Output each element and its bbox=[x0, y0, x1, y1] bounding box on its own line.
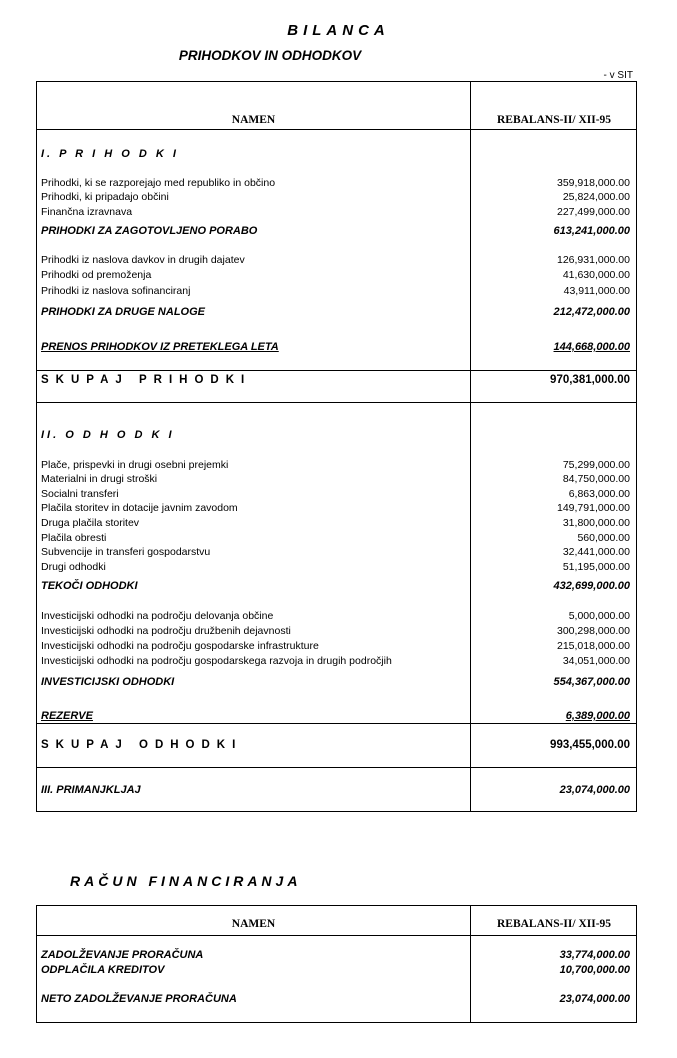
col-header-rebalans: REBALANS-II/ XII-95 bbox=[496, 918, 612, 930]
subtotal-tekoci-odhodki: TEKOČI ODHODKI 432,699,000.00 bbox=[41, 580, 630, 592]
zadolzevanje-row: ZADOLŽEVANJE PRORAČUNA 33,774,000.00 bbox=[41, 949, 630, 961]
table-row: Druga plačila storitev 31,800,000.00 bbox=[41, 517, 630, 529]
col-header-rebalans: REBALANS-II/ XII-95 bbox=[496, 114, 612, 126]
primanjkljaj-row: III. PRIMANJKLJAJ 23,074,000.00 bbox=[41, 784, 630, 796]
table-row: Plačila storitev in dotacije javnim zavodom 149,791,000.00 bbox=[41, 502, 630, 514]
col-header-namen: NAMEN bbox=[231, 114, 276, 126]
odplacila-kreditov-row: ODPLAČILA KREDITOV 10,700,000.00 bbox=[41, 964, 630, 976]
section-prihodki-title: I. P R I H O D K I bbox=[41, 148, 179, 160]
table-row: Prihodki iz naslova sofinanciranj 43,911,000.00 bbox=[41, 285, 630, 297]
prenos-prihodkov-row: PRENOS PRIHODKOV IZ PRETEKLEGA LETA 144,668,000.00 bbox=[41, 341, 630, 353]
table-row: Subvencije in transferi gospodarstvu 32,441,000.00 bbox=[41, 546, 630, 558]
table-row: Plačila obresti 560,000.00 bbox=[41, 532, 630, 544]
table-row: Socialni transferi 6,863,000.00 bbox=[41, 488, 630, 500]
table-row: Prihodki, ki se razporejajo med republiko in občino 359,918,000.00 bbox=[41, 177, 630, 189]
rezerve-row: REZERVE 6,389,000.00 bbox=[41, 710, 630, 722]
neto-zadolzevanje-row: NETO ZADOLŽEVANJE PRORAČUNA 23,074,000.00 bbox=[41, 993, 630, 1005]
table-row: Investicijski odhodki na področju gospodarske infrastrukture 215,018,000.00 bbox=[41, 640, 630, 652]
table-row: Prihodki, ki pripadajo občini 25,824,000.00 bbox=[41, 191, 630, 203]
racun-financiranja-table bbox=[36, 905, 637, 1023]
table-row: Drugi odhodki 51,195,000.00 bbox=[41, 561, 630, 573]
table-row: Investicijski odhodki na področju gospodarskega razvoja in drugih področjih 34,051,000.00 bbox=[41, 655, 630, 667]
subtotal-zagotovljena-poraba: PRIHODKI ZA ZAGOTOVLJENO PORABO 613,241,000.00 bbox=[41, 225, 630, 237]
table-row: Investicijski odhodki na področju delovanja občine 5,000,000.00 bbox=[41, 610, 630, 622]
bilanca-table bbox=[36, 81, 637, 812]
section-odhodki-title: II. O D H O D K I bbox=[41, 429, 175, 441]
table-row: Plače, prispevki in drugi osebni prejemki 75,299,000.00 bbox=[41, 459, 630, 471]
unit-label: - v SIT bbox=[603, 70, 633, 81]
total-odhodki-row: SKUPAJ ODHODKI 993,455,000.00 bbox=[41, 739, 630, 751]
table-row: Prihodki iz naslova davkov in drugih dajatev 126,931,000.00 bbox=[41, 254, 630, 266]
total-prihodki-row: SKUPAJ PRIHODKI 970,381,000.00 bbox=[41, 374, 630, 386]
document-subtitle: PRIHODKOV IN ODHODKOV bbox=[178, 48, 362, 63]
table-row: Materialni in drugi stroški 84,750,000.00 bbox=[41, 473, 630, 485]
racun-financiranja-title: RAČUN FINANCIRANJA bbox=[70, 873, 302, 889]
subtotal-druge-naloge: PRIHODKI ZA DRUGE NALOGE 212,472,000.00 bbox=[41, 306, 630, 318]
col-header-namen: NAMEN bbox=[231, 918, 276, 930]
table-row: Prihodki od premoženja 41,630,000.00 bbox=[41, 269, 630, 281]
subtotal-investicijski-odhodki: INVESTICIJSKI ODHODKI 554,367,000.00 bbox=[41, 676, 630, 688]
document-title: BILANCA bbox=[287, 22, 390, 39]
table-row: Investicijski odhodki na področju družbenih dejavnosti 300,298,000.00 bbox=[41, 625, 630, 637]
table-row: Finančna izravnava 227,499,000.00 bbox=[41, 206, 630, 218]
